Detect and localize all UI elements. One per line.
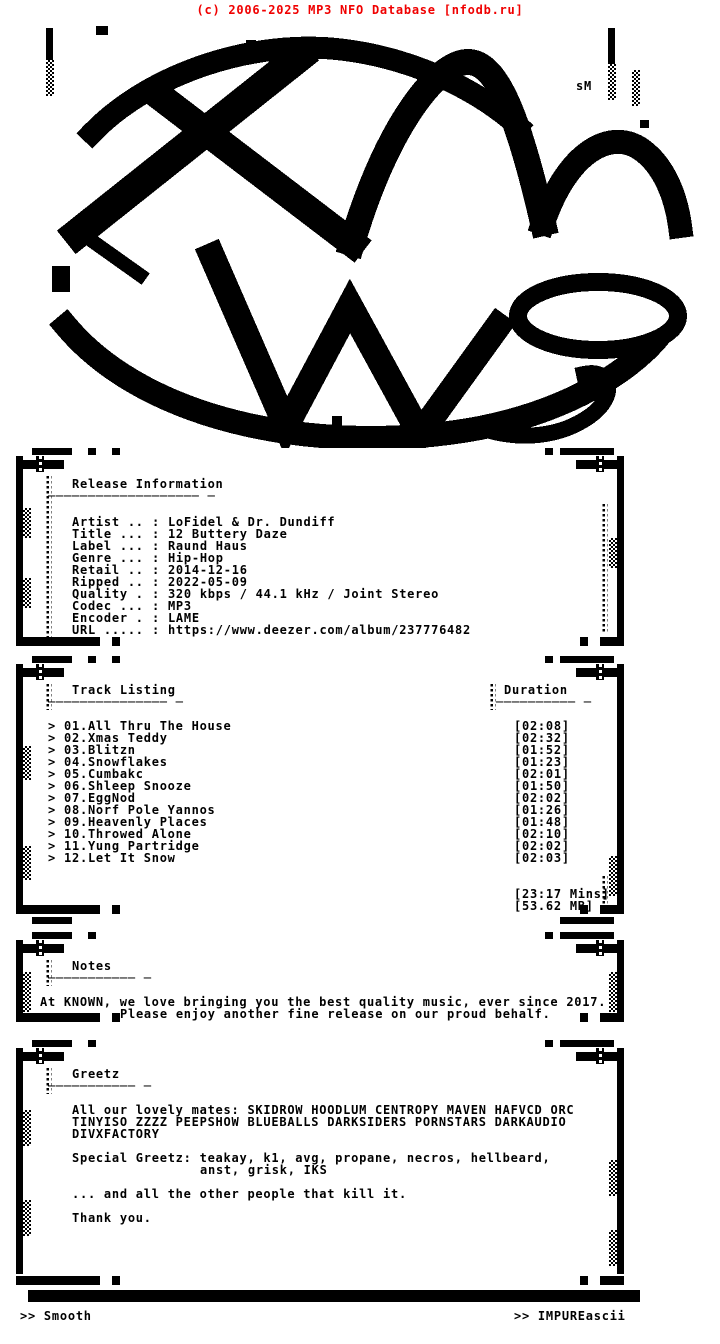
release-field-sep: : bbox=[144, 599, 168, 613]
footer-credit-right: >> IMPUREascii bbox=[514, 1309, 626, 1323]
border-dither bbox=[36, 456, 44, 472]
tracklist-title-underline: ─────────────── ─ bbox=[48, 695, 184, 709]
track-title: Throwed Alone bbox=[87, 827, 192, 841]
border-deco bbox=[112, 637, 120, 646]
greetz-thanks-line: Thank you. bbox=[72, 1211, 152, 1225]
track-duration: [02:08] bbox=[514, 719, 570, 733]
release-field-sep: : bbox=[144, 527, 168, 541]
track-bullet: > bbox=[48, 779, 56, 793]
release-field-value: LoFidel & Dr. Dundiff bbox=[167, 515, 336, 529]
border-deco bbox=[32, 448, 72, 455]
greetz-title-underline: ─────────── ─ bbox=[48, 1079, 152, 1093]
border-deco bbox=[545, 932, 553, 939]
release-field-label: Label ... bbox=[72, 539, 144, 553]
release-section-title: Release Information bbox=[72, 477, 224, 491]
release-field-value: MP3 bbox=[167, 599, 192, 613]
track-bullet: > bbox=[48, 767, 56, 781]
track-number: 03. bbox=[64, 743, 88, 757]
border-deco bbox=[32, 1040, 72, 1047]
border-deco bbox=[560, 448, 614, 455]
border-deco bbox=[88, 932, 96, 939]
release-fields bbox=[72, 516, 592, 624]
border-deco bbox=[32, 917, 72, 924]
release-field-label: Ripped .. bbox=[72, 575, 144, 589]
notes-text-line: At KNOWN, we love bringing you the best quality music, ever since 2017. bbox=[40, 995, 607, 1009]
border-dither bbox=[596, 456, 604, 472]
notes-title-underline: ─────────── ─ bbox=[48, 971, 152, 985]
border-deco bbox=[580, 1013, 588, 1022]
border-deco bbox=[560, 1040, 614, 1047]
border-deco bbox=[580, 637, 588, 646]
greetz-special-line: anst, grisk, IKS bbox=[200, 1163, 328, 1177]
border-deco bbox=[16, 1048, 23, 1274]
release-field-sep: : bbox=[144, 575, 168, 589]
border-dither bbox=[36, 664, 44, 680]
track-title: Snowflakes bbox=[87, 755, 168, 769]
track-title: All Thru The House bbox=[87, 719, 232, 733]
track-number: 04. bbox=[64, 755, 88, 769]
total-duration: [23:17 Mins] bbox=[514, 887, 610, 901]
border-deco bbox=[112, 448, 120, 455]
track-duration: [01:23] bbox=[514, 755, 570, 769]
border-deco bbox=[112, 1013, 120, 1022]
border-deco bbox=[16, 940, 23, 1014]
track-title: Let It Snow bbox=[87, 851, 176, 865]
greetz-mates bbox=[72, 1104, 592, 1140]
notes-section-title: Notes bbox=[72, 959, 112, 973]
border-deco bbox=[560, 932, 614, 939]
border-dither bbox=[23, 578, 31, 608]
track-duration: [01:52] bbox=[514, 743, 570, 757]
release-field-value: LAME bbox=[167, 611, 200, 625]
border-dither bbox=[23, 1200, 31, 1236]
inner-dither-column bbox=[488, 684, 496, 710]
border-deco bbox=[112, 1276, 120, 1285]
border-deco bbox=[32, 656, 72, 663]
border-deco bbox=[545, 656, 553, 663]
track-bullet: > bbox=[48, 803, 56, 817]
track-title: Xmas Teddy bbox=[87, 731, 168, 745]
border-deco bbox=[112, 656, 120, 663]
border-deco bbox=[16, 456, 23, 638]
logo-frame-tick bbox=[608, 28, 615, 64]
total-size: [53.62 MB] bbox=[514, 899, 594, 913]
border-deco bbox=[617, 664, 624, 906]
border-dither bbox=[596, 664, 604, 680]
border-deco bbox=[88, 1040, 96, 1047]
border-deco bbox=[600, 1013, 624, 1022]
inner-dither-column bbox=[600, 504, 608, 634]
track-duration: [01:48] bbox=[514, 815, 570, 829]
greetz-mates-line: DIVXFACTORY bbox=[72, 1127, 160, 1141]
border-deco bbox=[16, 664, 23, 906]
border-deco bbox=[545, 448, 553, 455]
release-field-value: 320 kbps / 44.1 kHz / Joint Stereo bbox=[167, 587, 440, 601]
border-deco bbox=[560, 656, 614, 663]
track-number: 02. bbox=[64, 731, 88, 745]
border-dither bbox=[596, 1048, 604, 1064]
border-dither bbox=[596, 940, 604, 956]
track-number: 01. bbox=[64, 719, 88, 733]
track-title: Blitzn bbox=[87, 743, 136, 757]
release-field-sep: : bbox=[144, 623, 168, 637]
greetz-mates-line: All our lovely mates: SKIDROW HOODLUM CENTROPY MAVEN HAFVCD ORC bbox=[72, 1103, 575, 1117]
track-title: Norf Pole Yannos bbox=[87, 803, 216, 817]
border-deco bbox=[580, 1276, 588, 1285]
track-duration: [02:02] bbox=[514, 839, 570, 853]
track-bullet: > bbox=[48, 755, 56, 769]
border-dither bbox=[23, 1110, 31, 1146]
release-field-label: Encoder . bbox=[72, 611, 144, 625]
release-field-label: Codec ... bbox=[72, 599, 144, 613]
border-dither bbox=[23, 846, 31, 880]
release-field-sep: : bbox=[144, 551, 168, 565]
track-duration: [02:03] bbox=[514, 851, 570, 865]
release-title-underline: ─────────────────── ─ bbox=[48, 489, 216, 503]
border-dither bbox=[36, 940, 44, 956]
border-deco bbox=[617, 940, 624, 1014]
border-deco bbox=[88, 448, 96, 455]
track-bullet: > bbox=[48, 791, 56, 805]
release-field-value: Hip-Hop bbox=[167, 551, 224, 565]
border-deco bbox=[600, 905, 624, 914]
release-url-link[interactable]: https://www.deezer.com/album/237776482 bbox=[167, 623, 471, 637]
bottom-shadow-bar bbox=[28, 1290, 640, 1302]
footer-credit-left: >> Smooth bbox=[20, 1309, 92, 1323]
track-bullet: > bbox=[48, 839, 56, 853]
track-title: Yung Partridge bbox=[87, 839, 200, 853]
release-field-url bbox=[72, 624, 471, 636]
border-deco bbox=[545, 1040, 553, 1047]
logo-frame-dither bbox=[608, 64, 616, 100]
nfodb-copyright: (c) 2006-2025 MP3 NFO Database [nfodb.ru] bbox=[196, 3, 524, 17]
track-number: 06. bbox=[64, 779, 88, 793]
border-dither bbox=[36, 1048, 44, 1064]
border-dither bbox=[23, 508, 31, 538]
release-field-label: Quality . bbox=[72, 587, 144, 601]
logo-frame-dither bbox=[46, 60, 54, 96]
track-bullet: > bbox=[48, 719, 56, 733]
track-title: Heavenly Places bbox=[87, 815, 208, 829]
track-bullet: > bbox=[48, 743, 56, 757]
border-deco bbox=[617, 456, 624, 638]
greetz-section-title: Greetz bbox=[72, 1067, 120, 1081]
release-field-label: URL ..... bbox=[72, 623, 144, 637]
border-dither bbox=[609, 538, 617, 568]
logo-sm-tag: sM bbox=[576, 79, 592, 93]
track-title: Cumbakc bbox=[87, 767, 144, 781]
greetz-special-line: Special Greetz: teakay, k1, avg, propane, necros, hellbeard, bbox=[72, 1151, 551, 1165]
track-bullet: > bbox=[48, 731, 56, 745]
track-duration: [02:01] bbox=[514, 767, 570, 781]
border-deco bbox=[16, 905, 100, 914]
release-field-sep: : bbox=[144, 563, 168, 577]
tracklist-section-title: Track Listing bbox=[72, 683, 176, 697]
border-deco bbox=[617, 1048, 624, 1274]
track-duration: [02:10] bbox=[514, 827, 570, 841]
track-number: 11. bbox=[64, 839, 88, 853]
track-duration: [01:26] bbox=[514, 803, 570, 817]
logo-frame-tick bbox=[46, 28, 53, 60]
track-duration: [02:32] bbox=[514, 731, 570, 745]
release-field-value: 12 Buttery Daze bbox=[167, 527, 288, 541]
border-dither bbox=[609, 1230, 617, 1266]
track-bullet: > bbox=[48, 851, 56, 865]
border-deco bbox=[600, 637, 624, 646]
release-field-label: Genre ... bbox=[72, 551, 144, 565]
track-duration: [02:02] bbox=[514, 791, 570, 805]
release-field-label: Artist .. bbox=[72, 515, 144, 529]
release-field-value: 2014-12-16 bbox=[167, 563, 248, 577]
track-number: 05. bbox=[64, 767, 88, 781]
greetz-outro-line: ... and all the other people that kill it. bbox=[72, 1187, 407, 1201]
track-bullet: > bbox=[48, 815, 56, 829]
greetz-mates-line: TINYISO ZZZZ PEEPSHOW BLUEBALLS DARKSIDERS PORNSTARS DARKAUDIO bbox=[72, 1115, 567, 1129]
release-field-label: Retail .. bbox=[72, 563, 144, 577]
track-rows bbox=[48, 720, 608, 864]
border-dither bbox=[609, 1160, 617, 1196]
release-field-sep: : bbox=[144, 539, 168, 553]
release-field-sep: : bbox=[144, 515, 168, 529]
border-deco bbox=[88, 656, 96, 663]
duration-title-underline: ────────── ─ bbox=[496, 695, 592, 709]
release-field-value: 2022-05-09 bbox=[167, 575, 248, 589]
track-duration: [01:50] bbox=[514, 779, 570, 793]
release-field-label: Title ... bbox=[72, 527, 144, 541]
border-deco bbox=[32, 932, 72, 939]
duration-column-title: Duration bbox=[504, 683, 568, 697]
track-row bbox=[48, 852, 608, 864]
border-dither bbox=[609, 856, 617, 896]
track-number: 07. bbox=[64, 791, 88, 805]
track-bullet: > bbox=[48, 827, 56, 841]
track-number: 08. bbox=[64, 803, 88, 817]
border-deco bbox=[112, 905, 120, 914]
border-deco bbox=[16, 1276, 100, 1285]
border-dither bbox=[609, 972, 617, 1012]
notes-text-line: Please enjoy another fine release on our proud behalf. bbox=[120, 1007, 551, 1021]
border-deco bbox=[560, 917, 614, 924]
track-title: EggNod bbox=[87, 791, 136, 805]
border-deco bbox=[16, 1013, 100, 1022]
track-number: 12. bbox=[64, 851, 88, 865]
release-field-value: Raund Haus bbox=[167, 539, 248, 553]
release-field-sep: : bbox=[144, 611, 168, 625]
track-number: 09. bbox=[64, 815, 88, 829]
track-number: 10. bbox=[64, 827, 88, 841]
border-deco bbox=[16, 637, 100, 646]
border-dither bbox=[23, 972, 31, 1012]
track-title: Shleep Snooze bbox=[87, 779, 192, 793]
border-dither bbox=[23, 746, 31, 780]
logo-frame-square bbox=[96, 26, 108, 35]
logo-frame-dither bbox=[632, 70, 640, 106]
border-deco bbox=[600, 1276, 624, 1285]
release-field-sep: : bbox=[144, 587, 168, 601]
